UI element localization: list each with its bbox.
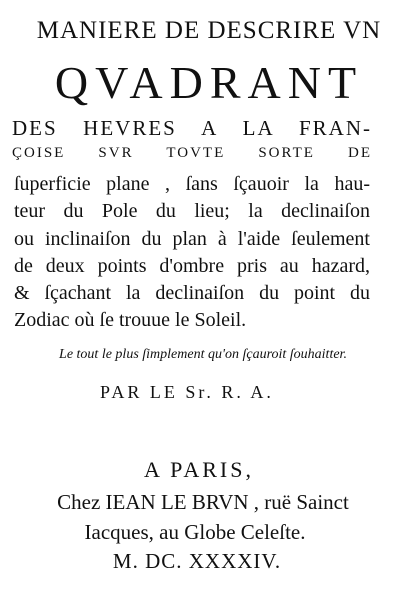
imprint-publisher: Chez IEAN LE BRVN , ruë Sainct <box>57 490 349 514</box>
imprint-year: M. DC. XXXXIV. <box>112 549 282 573</box>
tagline: Le tout le plus ſimplement qu'on ſçauroit ſouhaitter. <box>59 347 347 362</box>
body-line-8: Zodiac où ſe trouue le Soleil. <box>14 309 247 331</box>
subtitle-line-1: DES HEVRES A LA FRAN- <box>12 116 372 140</box>
body-line-4: teur du Pole du lieu; la declinaiſon <box>14 200 370 222</box>
body-line-5: ou inclinaiſon du plan à l'aide ſeulement <box>14 228 370 250</box>
body-line-6: de deux points d'ombre pris au hazard, <box>14 255 370 277</box>
subtitle-line-2: ÇOISE SVR TOVTE SORTE DE <box>12 145 372 161</box>
author-line: PAR LE Sr. R. A. <box>100 382 274 402</box>
title-main-quadrant: QVADRANT <box>54 57 364 108</box>
body-line-7: & ſçachant la declinaiſon du point du <box>14 282 370 304</box>
title-line-1: MANIERE DE DESCRIRE VN <box>36 17 382 44</box>
imprint-address: Iacques, au Globe Celeſte. <box>84 520 306 544</box>
body-line-3: ſuperficie plane , ſans ſçauoir la hau- <box>14 173 370 195</box>
imprint-city: A PARIS, <box>143 457 254 482</box>
